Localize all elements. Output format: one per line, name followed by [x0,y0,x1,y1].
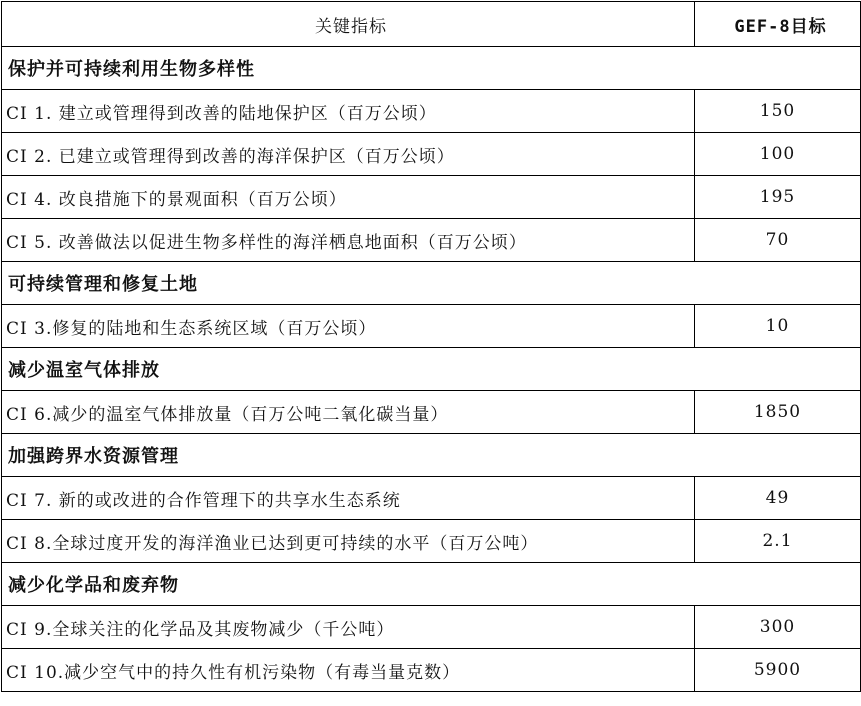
header-target: GEF-8目标 [695,2,861,47]
table-row [2,520,861,563]
indicator-cell: CI 10.减少空气中的持久性有机污染物（有毒当量克数） [2,649,695,692]
section-title: 可持续管理和修复土地 [2,262,861,305]
target-cell: 5900 [695,649,861,692]
section-row [2,47,861,90]
indicator-cell: CI 9.全球关注的化学品及其废物减少（千公吨） [2,606,695,649]
section-title: 减少温室气体排放 [2,348,861,391]
target-cell: 2.1 [695,520,861,563]
indicator-cell: CI 1. 建立或管理得到改善的陆地保护区（百万公顷） [2,90,695,133]
target-cell: 49 [695,477,861,520]
table-row [2,176,861,219]
table-row [2,305,861,348]
table-row [2,649,861,692]
table-row [2,606,861,649]
indicator-cell: CI 8.全球过度开发的海洋渔业已达到更可持续的水平（百万公吨） [2,520,695,563]
target-cell: 70 [695,219,861,262]
target-cell: 1850 [695,391,861,434]
table-row [2,90,861,133]
section-title: 减少化学品和废弃物 [2,563,861,606]
target-cell: 150 [695,90,861,133]
target-cell: 10 [695,305,861,348]
section-row [2,348,861,391]
section-row [2,434,861,477]
table-row [2,391,861,434]
indicator-cell: CI 7. 新的或改进的合作管理下的共享水生态系统 [2,477,695,520]
section-row [2,563,861,606]
section-row [2,262,861,305]
indicator-cell: CI 4. 改良措施下的景观面积（百万公顷） [2,176,695,219]
header-row [2,2,861,47]
gef8-targets-table [1,1,861,692]
header-indicator: 关键指标 [2,2,695,47]
section-title: 保护并可持续利用生物多样性 [2,47,861,90]
target-cell: 300 [695,606,861,649]
indicator-cell: CI 2. 已建立或管理得到改善的海洋保护区（百万公顷） [2,133,695,176]
table-row [2,219,861,262]
indicator-cell: CI 6.减少的温室气体排放量（百万公吨二氧化碳当量） [2,391,695,434]
indicator-cell: CI 3.修复的陆地和生态系统区域（百万公顷） [2,305,695,348]
section-title: 加强跨界水资源管理 [2,434,861,477]
table-row [2,133,861,176]
indicator-cell: CI 5. 改善做法以促进生物多样性的海洋栖息地面积（百万公顷） [2,219,695,262]
table-row [2,477,861,520]
target-cell: 195 [695,176,861,219]
target-cell: 100 [695,133,861,176]
